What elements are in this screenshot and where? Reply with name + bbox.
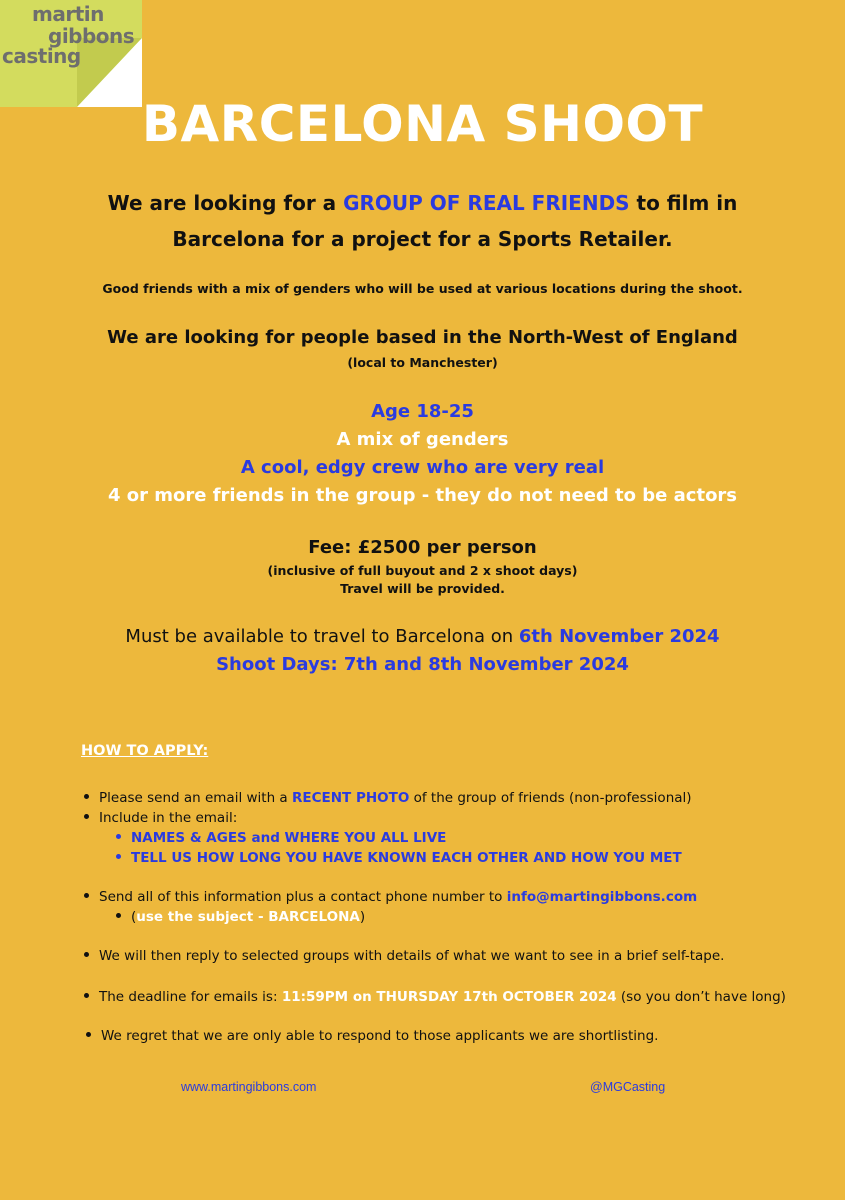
shoot-days: Shoot Days: 7th and 8th November 2024 [216,654,629,675]
location-main: We are looking for people based in the North-West of England [107,327,738,348]
apply-item-4 [84,946,724,966]
apply-item-1-text-end: of the group of friends (non-professional) [409,790,692,806]
paren-close: ) [359,909,366,925]
logo-word-casting: casting [2,44,81,68]
bullet-icon [116,854,121,859]
deadline-highlight: 11:59PM on THURSDAY 17th OCTOBER 2024 [281,989,617,1005]
apply-subitem-2-text: TELL US HOW LONG YOU HAVE KNOWN EACH OTHER AND HOW YOU MET [131,850,682,866]
travel-line [0,623,845,651]
apply-item-5-text: The deadline for emails is: [99,989,282,1005]
apply-item-1 [84,788,692,808]
apply-item-3-text: Send all of this information plus a contact phone number to [99,889,507,905]
apply-item-4-text: We will then reply to selected groups with details of what we want to see in a brief self-tape. [99,948,725,964]
criteria-age: Age 18-25 [371,401,474,422]
apply-subitem-2 [116,848,682,868]
apply-item-6-text: We regret that we are only able to respond to those applicants we are shortlisting. [101,1028,659,1044]
criteria-crew: A cool, edgy crew who are very real [240,457,605,478]
apply-subitem-3-highlight: use the subject - BARCELONA [136,909,360,925]
page-title: BARCELONA SHOOT [141,95,704,153]
criteria-group: 4 or more friends in the group - they do not need to be actors [107,485,738,506]
criteria-genders: A mix of genders [336,429,509,450]
fee-note-2: Travel will be provided. [340,581,505,596]
intro-highlight: GROUP OF REAL FRIENDS [343,191,630,215]
how-to-apply-heading: HOW TO APPLY: [81,743,209,759]
intro-line-2: Barcelona for a project for a Sports Retailer. [172,227,673,251]
travel-date: 6th November 2024 [518,626,720,647]
travel-text: Must be available to travel to Barcelona on [125,626,519,647]
company-logo [0,0,142,107]
paren-open: ( [131,909,137,925]
intro-line-1 [0,188,845,218]
logo-word-martin: martin [32,2,104,26]
fee-note-1: (inclusive of full buyout and 2 x shoot days) [267,563,578,578]
logo-word-gibbons: gibbons [48,24,135,48]
apply-item-2 [84,808,237,828]
apply-item-5-text-end: (so you don’t have long) [616,989,786,1005]
bullet-icon [86,1032,91,1037]
bullet-icon [84,893,89,898]
apply-item-1-text: Please send an email with a [99,790,292,806]
footer-website-link[interactable]: www.martingibbons.com [181,1080,317,1094]
apply-item-3 [84,887,697,907]
footer-social-handle[interactable]: @MGCasting [590,1080,666,1094]
sub-note: Good friends with a mix of genders who will be used at various locations during the shoot. [102,281,743,296]
apply-subitem-1-text: NAMES & AGES and WHERE YOU ALL LIVE [131,830,447,846]
bullet-icon [84,993,89,998]
intro-text: We are looking for a [107,191,344,215]
bullet-icon [84,814,89,819]
fee-main: Fee: £2500 per person [308,537,537,558]
apply-item-1-highlight: RECENT PHOTO [292,790,410,806]
bullet-icon [84,794,89,799]
bullet-icon [116,913,121,918]
apply-item-6 [86,1026,658,1046]
location-sub: (local to Manchester) [347,355,498,370]
apply-subitem-3 [116,907,365,927]
intro-text-end: to film in [629,191,738,215]
bullet-icon [116,834,121,839]
apply-subitem-1 [116,828,446,848]
bullet-icon [84,952,89,957]
apply-item-5 [84,987,786,1007]
contact-email-link[interactable]: info@martingibbons.com [506,889,698,905]
apply-item-2-text: Include in the email: [99,810,238,826]
